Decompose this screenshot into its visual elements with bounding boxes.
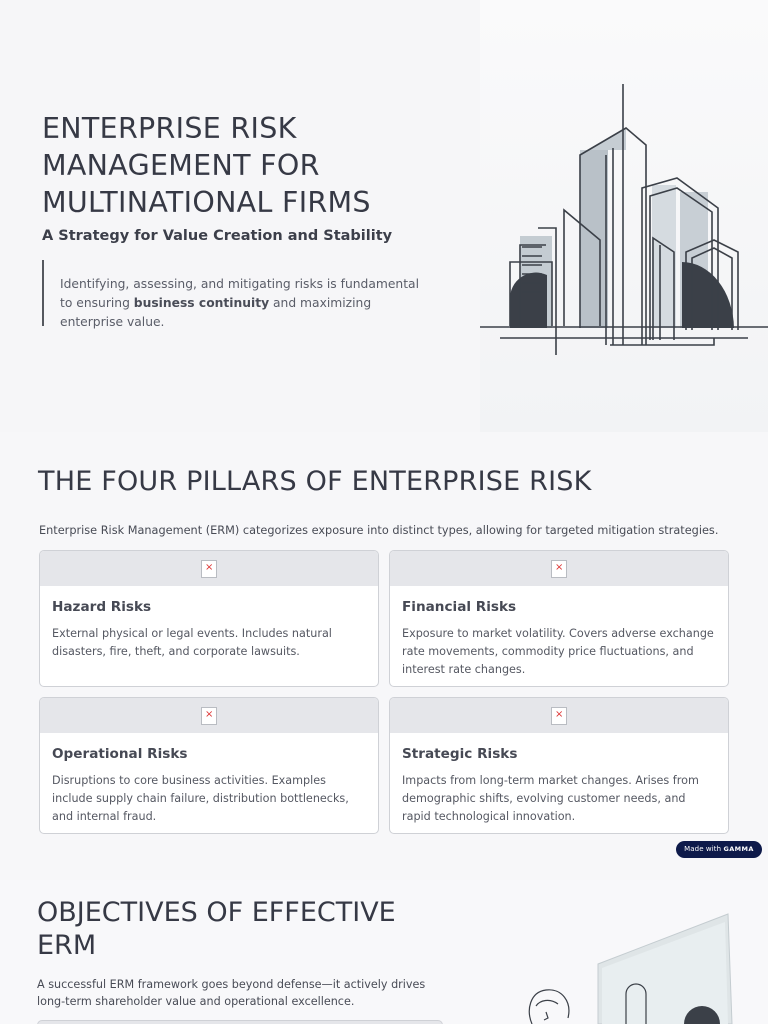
section-title: OBJECTIVES OF EFFECTIVE ERM (37, 897, 396, 961)
card-strategic-risks (389, 697, 729, 834)
page-subtitle: A Strategy for Value Creation and Stability (42, 228, 393, 244)
card-image-header (390, 551, 728, 586)
section-description: A successful ERM framework goes beyond defense—it actively drives long-term shareholder value and operational excellence. (37, 978, 426, 1008)
made-with-gamma-badge[interactable]: Made with GAMMA (676, 841, 762, 858)
four-pillars-slide (0, 432, 768, 880)
card-title: Operational Risks (52, 746, 188, 762)
card-body: External physical or legal events. Includes natural disasters, fire, theft, and corporate lawsuits. (52, 627, 332, 658)
hero-text (42, 110, 462, 244)
card-hazard-risks (39, 550, 379, 687)
objectives-slide (0, 880, 768, 1024)
callout-quote (42, 260, 422, 329)
card-operational-risks (39, 697, 379, 834)
callout-text: Identifying, assessing, and mitigating risks is fundamental to ensuring business continuity and maximizing enterprise value. (60, 277, 419, 329)
callout-emphasis: business continuity (133, 296, 270, 310)
card-title: Hazard Risks (52, 599, 152, 615)
card-title: Strategic Risks (402, 746, 518, 762)
card-financial-risks (389, 550, 729, 687)
card-body: Exposure to market volatility. Covers adverse exchange rate movements, commodity price fluctuations, and interest rate changes. (402, 627, 714, 676)
section-title: THE FOUR PILLARS OF ENTERPRISE RISK (38, 466, 592, 497)
card-title: Financial Risks (402, 599, 517, 615)
person-with-screen-illustration (520, 908, 750, 1024)
broken-image-icon (201, 707, 217, 725)
card-image-header (40, 551, 378, 586)
broken-image-icon (551, 560, 567, 578)
card-body: Disruptions to core business activities. Examples include supply chain failure, distribution bottlenecks, and internal fraud. (52, 774, 349, 823)
section-description: Enterprise Risk Management (ERM) categorizes exposure into distinct types, allowing for targeted mitigation strategies. (39, 524, 719, 537)
title-slide (0, 0, 768, 432)
card-body: Impacts from long-term market changes. Arises from demographic shifts, evolving customer needs, and rapid technological innovation. (402, 774, 699, 823)
broken-image-icon (201, 560, 217, 578)
skyline-icon (480, 0, 768, 432)
card-header-partial (37, 1020, 443, 1024)
city-skyline-illustration (480, 0, 768, 432)
card-image-header (390, 698, 728, 733)
page-title: ENTERPRISE RISK MANAGEMENT FOR MULTINATIONAL FIRMS (42, 112, 371, 219)
card-image-header (40, 698, 378, 733)
broken-image-icon (551, 707, 567, 725)
